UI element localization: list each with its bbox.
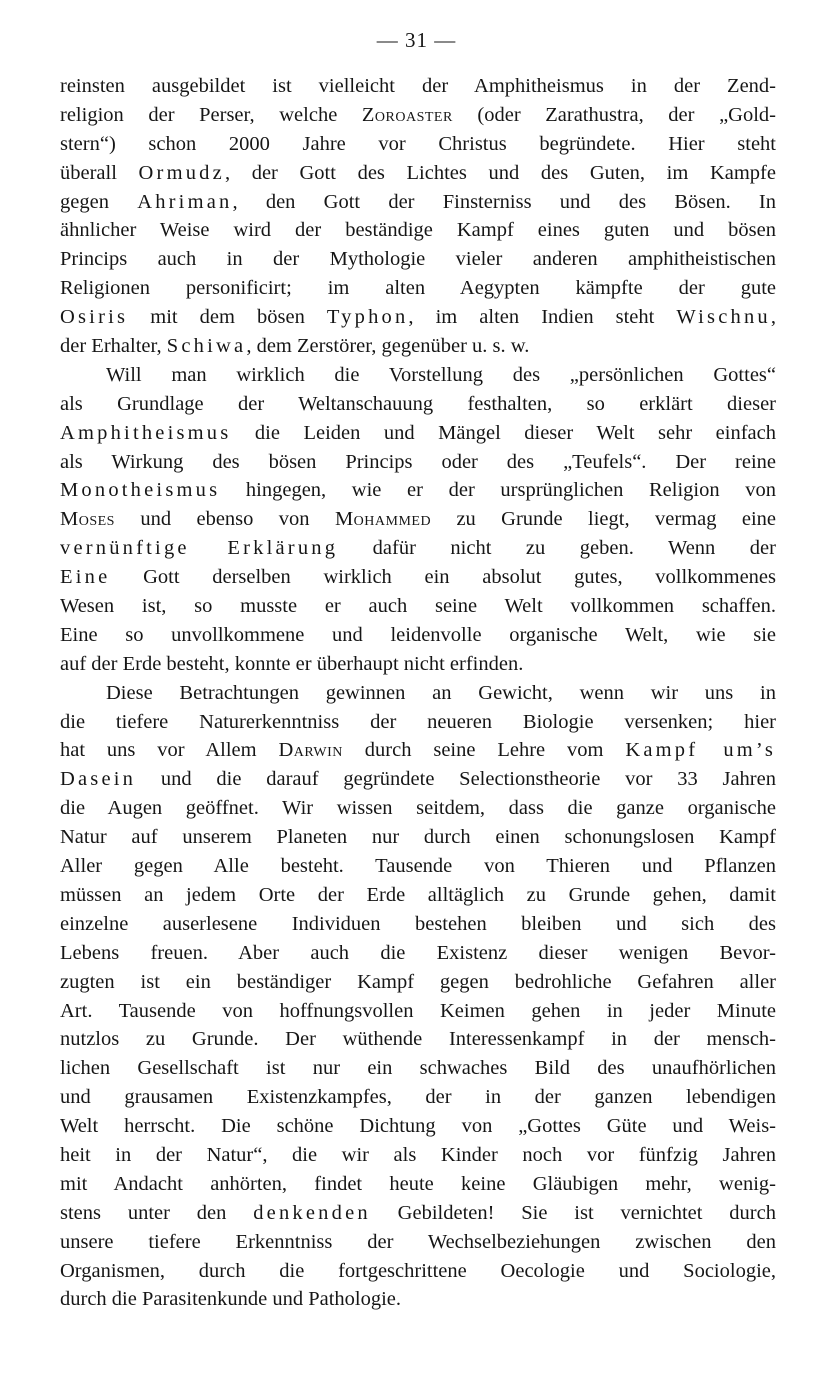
page-number: — 31 — — [376, 28, 457, 52]
text-line — [60, 679, 776, 708]
text-run: Diese Betrachtungen gewinnen an Gewicht, wenn wir uns in — [106, 681, 776, 704]
spaced-emphasis: Typhon — [326, 306, 409, 329]
text-run: Will man wirklich die Vorstellung des „persönlichen Gottes“ — [106, 363, 776, 386]
text-line — [60, 332, 776, 361]
text-run: die tiefere Naturerkenntniss der neueren Biologie versenken; hier — [60, 710, 776, 733]
text-run: Natur auf unserem Planeten nur durch einen schonungslosen Kampf — [60, 826, 776, 849]
paragraph — [60, 361, 776, 679]
text-line — [60, 852, 776, 881]
text-line — [60, 1025, 776, 1054]
text-line — [60, 419, 776, 448]
text-line — [60, 534, 776, 563]
text-run: , — [770, 306, 776, 329]
text-line — [60, 476, 776, 505]
text-run: , dem Zerstörer, gegenüber u. s. w. — [246, 335, 530, 358]
text-run: und grausamen Existenzkampfes, der in der ganzen lebendigen — [60, 1086, 776, 1109]
text-line — [60, 910, 776, 939]
text-run: mit dem bösen — [128, 306, 327, 329]
text-run: hat uns vor Allem — [60, 739, 279, 762]
text-run: die Augen geöffnet. Wir wissen seitdem, dass die ganze organische — [60, 797, 776, 820]
text-run: gegen — [60, 190, 138, 213]
text-run: durch die Parasitenkunde und Pathologie. — [60, 1288, 402, 1311]
spaced-emphasis: Osiris — [60, 306, 129, 329]
text-run: und die darauf gegründete Selectionstheorie vor 33 Jahren — [136, 768, 776, 791]
text-line — [60, 159, 776, 188]
text-run: lichen Gesellschaft ist nur ein schwaches Bild des unaufhörlichen — [60, 1057, 776, 1080]
text-line — [60, 563, 776, 592]
text-run: die Leiden und Mängel dieser Welt sehr einfach — [231, 421, 776, 444]
text-line — [60, 1170, 776, 1199]
text-run: unsere tiefere Erkenntniss der Wechselbeziehungen zwischen den — [60, 1230, 776, 1253]
text-line — [60, 968, 776, 997]
spaced-emphasis: vernünftige Erklärung — [60, 537, 339, 560]
text-line — [60, 505, 776, 534]
text-line — [60, 650, 776, 679]
spaced-emphasis: Amphitheismus — [60, 421, 232, 444]
text-line — [60, 303, 776, 332]
text-line — [60, 1285, 776, 1314]
text-run: überall — [60, 161, 139, 184]
text-line — [60, 823, 776, 852]
text-line — [60, 708, 776, 737]
spaced-emphasis: Dasein — [60, 768, 137, 791]
spaced-emphasis: Wischnu — [676, 306, 771, 329]
text-run: durch seine Lehre vom — [342, 739, 626, 762]
text-line — [60, 1199, 776, 1228]
text-run: zu Grunde liegt, vermag eine — [431, 508, 776, 531]
text-line — [60, 390, 776, 419]
text-run: hingegen, wie er der ursprünglichen Religion von — [220, 479, 776, 502]
text-run: als Grundlage der Weltanschauung festhalten, so erklärt dieser — [60, 392, 776, 415]
text-line — [60, 621, 776, 650]
text-run: müssen an jedem Orte der Erde alltäglich zu Grunde gehen, damit — [60, 883, 776, 906]
text-line — [60, 794, 776, 823]
small-caps-name: Moses — [60, 508, 115, 531]
text-line — [60, 736, 776, 765]
text-run: religion der Perser, welche — [60, 103, 362, 126]
paragraph — [60, 679, 776, 1315]
text-line — [60, 101, 776, 130]
text-line — [60, 939, 776, 968]
text-run: als Wirkung des bösen Princips oder des „Teufels“. Der reine — [60, 450, 776, 473]
text-line — [60, 1054, 776, 1083]
text-run: dafür nicht zu geben. Wenn der — [338, 537, 776, 560]
body-text — [60, 72, 776, 1314]
text-line — [60, 1112, 776, 1141]
text-run: ähnlicher Weise wird der beständige Kampf eines guten und bösen — [60, 219, 776, 242]
text-line — [60, 130, 776, 159]
spaced-emphasis: Eine — [60, 566, 111, 589]
text-run: zugten ist ein beständiger Kampf gegen bedrohliche Gefahren aller — [60, 970, 776, 993]
text-run: , im alten Indien steht — [408, 306, 677, 329]
text-run: Welt herrscht. Die schöne Dichtung von „Gottes Güte und Weis- — [60, 1115, 776, 1138]
text-run: Gebildeten! Sie ist vernichtet durch — [370, 1201, 776, 1224]
text-run: und ebenso von — [114, 508, 335, 531]
spaced-emphasis: Ahriman — [137, 190, 233, 213]
text-line — [60, 188, 776, 217]
spaced-emphasis: Kampf um’s — [625, 739, 776, 762]
spaced-emphasis: Ormudz — [138, 161, 225, 184]
spaced-emphasis: Monotheismus — [60, 479, 221, 502]
text-line — [60, 274, 776, 303]
text-run: Religionen personificirt; im alten Aegypten kämpfte der gute — [60, 277, 776, 300]
text-run: Wesen ist, so musste er auch seine Welt vollkommen schaffen. — [60, 595, 776, 618]
small-caps-name: Darwin — [278, 739, 343, 762]
text-line — [60, 881, 776, 910]
text-run: Art. Tausende von hoffnungsvollen Keimen gehen in jeder Minute — [60, 999, 776, 1022]
small-caps-name: Zoroaster — [361, 103, 453, 126]
text-run: auf der Erde besteht, konnte er überhaupt nicht erfinden. — [60, 652, 524, 675]
text-line — [60, 72, 776, 101]
text-run: einzelne auserlesene Individuen bestehen bleiben und sich des — [60, 912, 776, 935]
text-line — [60, 765, 776, 794]
text-run: , der Gott des Lichtes und des Guten, im Kampfe — [224, 161, 776, 184]
text-run: mit Andacht anhörten, findet heute keine Gläubigen mehr, wenig- — [60, 1172, 776, 1195]
text-line — [60, 361, 776, 390]
text-line — [60, 448, 776, 477]
text-run: nutzlos zu Grunde. Der wüthende Interessenkampf in der mensch- — [60, 1028, 776, 1051]
text-run: Gott derselben wirklich ein absolut gutes, vollkommenes — [110, 566, 776, 589]
text-run: Organismen, durch die fortgeschrittene Oecologie und Sociologie, — [60, 1259, 776, 1282]
text-line — [60, 1083, 776, 1112]
text-run: stern“) schon 2000 Jahre vor Christus begründete. Hier steht — [60, 132, 776, 155]
spaced-emphasis: Schiwa — [166, 335, 247, 358]
text-run: reinsten ausgebildet ist vielleicht der Amphitheismus in der Zend- — [60, 75, 776, 97]
text-line — [60, 1141, 776, 1170]
text-line — [60, 1257, 776, 1286]
text-run: der Erhalter, — [60, 335, 167, 358]
text-line — [60, 592, 776, 621]
text-run: , den Gott der Finsterniss und des Bösen. In — [232, 190, 776, 213]
text-run: Aller gegen Alle besteht. Tausende von Thieren und Pflanzen — [60, 855, 776, 878]
text-run: Lebens freuen. Aber auch die Existenz dieser wenigen Bevor- — [60, 941, 776, 964]
text-run: Eine so unvollkommene und leidenvolle organische Welt, wie sie — [60, 623, 776, 646]
paragraph — [60, 72, 776, 361]
text-line — [60, 1228, 776, 1257]
text-line — [60, 245, 776, 274]
small-caps-name: Mohammed — [334, 508, 432, 531]
text-run: heit in der Natur“, die wir als Kinder noch vor fünfzig Jahren — [60, 1143, 776, 1166]
text-run: (oder Zarathustra, der „Gold- — [452, 103, 776, 126]
text-line — [60, 997, 776, 1026]
spaced-emphasis: denkenden — [253, 1201, 371, 1224]
text-run: Princips auch in der Mythologie vieler anderen amphitheistischen — [60, 248, 776, 271]
text-run: stens unter den — [60, 1201, 254, 1224]
text-line — [60, 216, 776, 245]
